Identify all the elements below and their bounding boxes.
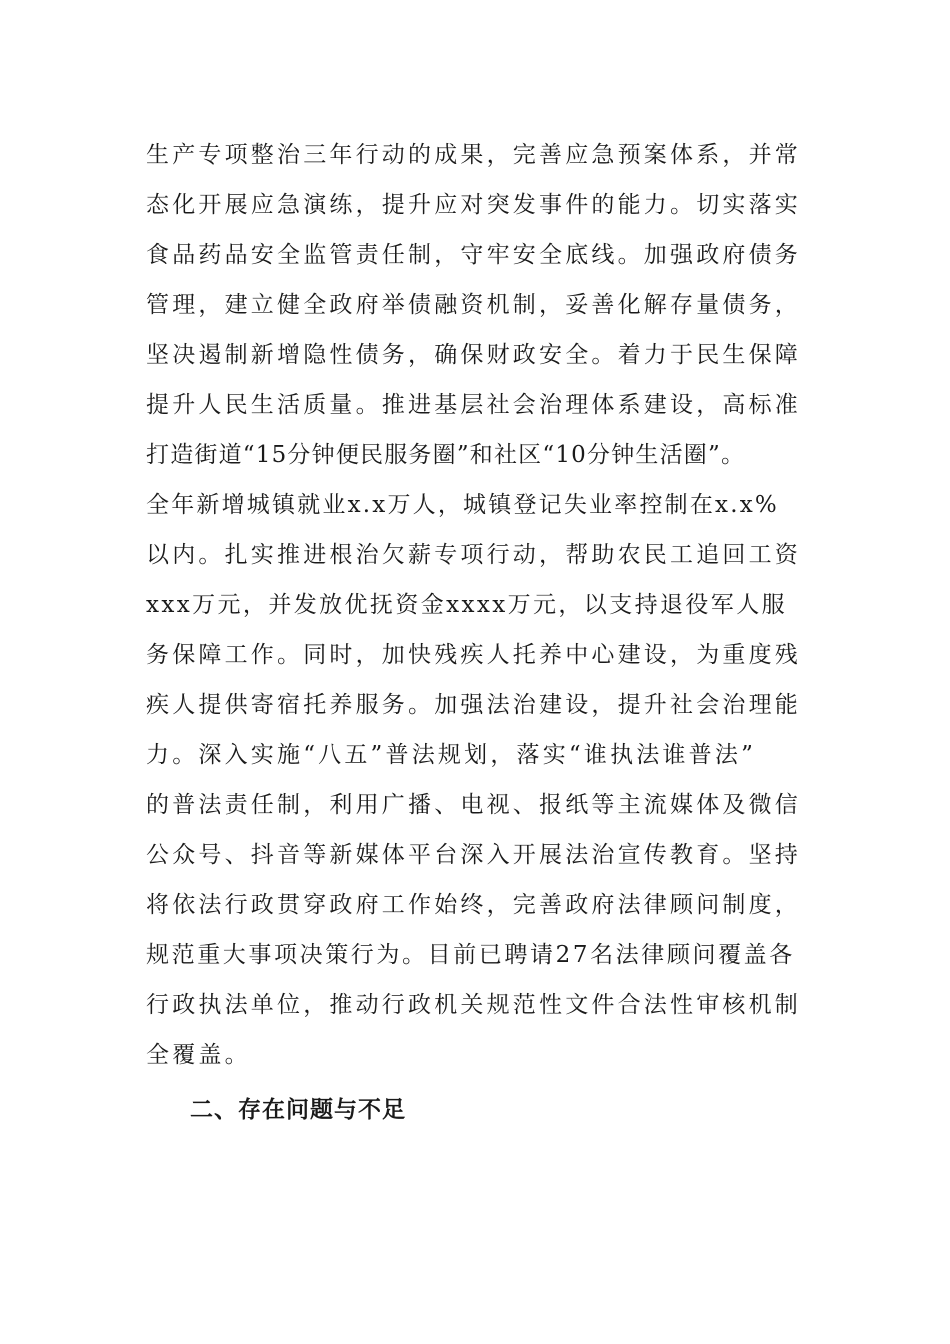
section-heading: 二、存在问题与不足 (190, 1097, 406, 1123)
body-paragraph (146, 130, 826, 1080)
paragraph-line: 务保障工作。同时，加快残疾人托养中心建设，为重度残 (146, 642, 801, 668)
paragraph-line: 全年新增城镇就业x.x万人，城镇登记失业率控制在x.x% (146, 492, 779, 518)
paragraph-line: 规范重大事项决策行为。目前已聘请27名法律顾问覆盖各 (146, 942, 795, 968)
paragraph-line: 疾人提供寄宿托养服务。加强法治建设，提升社会治理能 (146, 692, 801, 718)
paragraph-line: 的普法责任制，利用广播、电视、报纸等主流媒体及微信 (146, 792, 801, 818)
paragraph-line: 食品药品安全监管责任制，守牢安全底线。加强政府债务 (146, 242, 801, 268)
paragraph-line: 坚决遏制新增隐性债务，确保财政安全。着力于民生保障 (146, 342, 801, 368)
paragraph-line: 将依法行政贯穿政府工作始终，完善政府法律顾问制度， (146, 892, 801, 918)
paragraph-line: 提升人民生活质量。推进基层社会治理体系建设，高标准 (146, 392, 801, 418)
paragraph-line: 全覆盖。 (146, 1042, 251, 1068)
paragraph-line: 以内。扎实推进根治欠薪专项行动，帮助农民工追回工资 (146, 542, 801, 568)
paragraph-line: xxx万元，并发放优抚资金xxxx万元，以支持退役军人服 (146, 592, 787, 618)
paragraph-line: 行政执法单位，推动行政机关规范性文件合法性审核机制 (146, 992, 801, 1018)
paragraph-line: 生产专项整治三年行动的成果，完善应急预案体系，并常 (146, 142, 801, 168)
paragraph-line: 打造街道“15分钟便民服务圈”和社区“10分钟生活圈”。 (146, 442, 746, 468)
paragraph-line: 公众号、抖音等新媒体平台深入开展法治宣传教育。坚持 (146, 842, 801, 868)
paragraph-line: 力。深入实施“八五”普法规划，落实“谁执法谁普法” (146, 742, 757, 768)
paragraph-line: 态化开展应急演练，提升应对突发事件的能力。切实落实 (146, 192, 801, 218)
paragraph-line: 管理，建立健全政府举债融资机制，妥善化解存量债务， (146, 292, 801, 318)
